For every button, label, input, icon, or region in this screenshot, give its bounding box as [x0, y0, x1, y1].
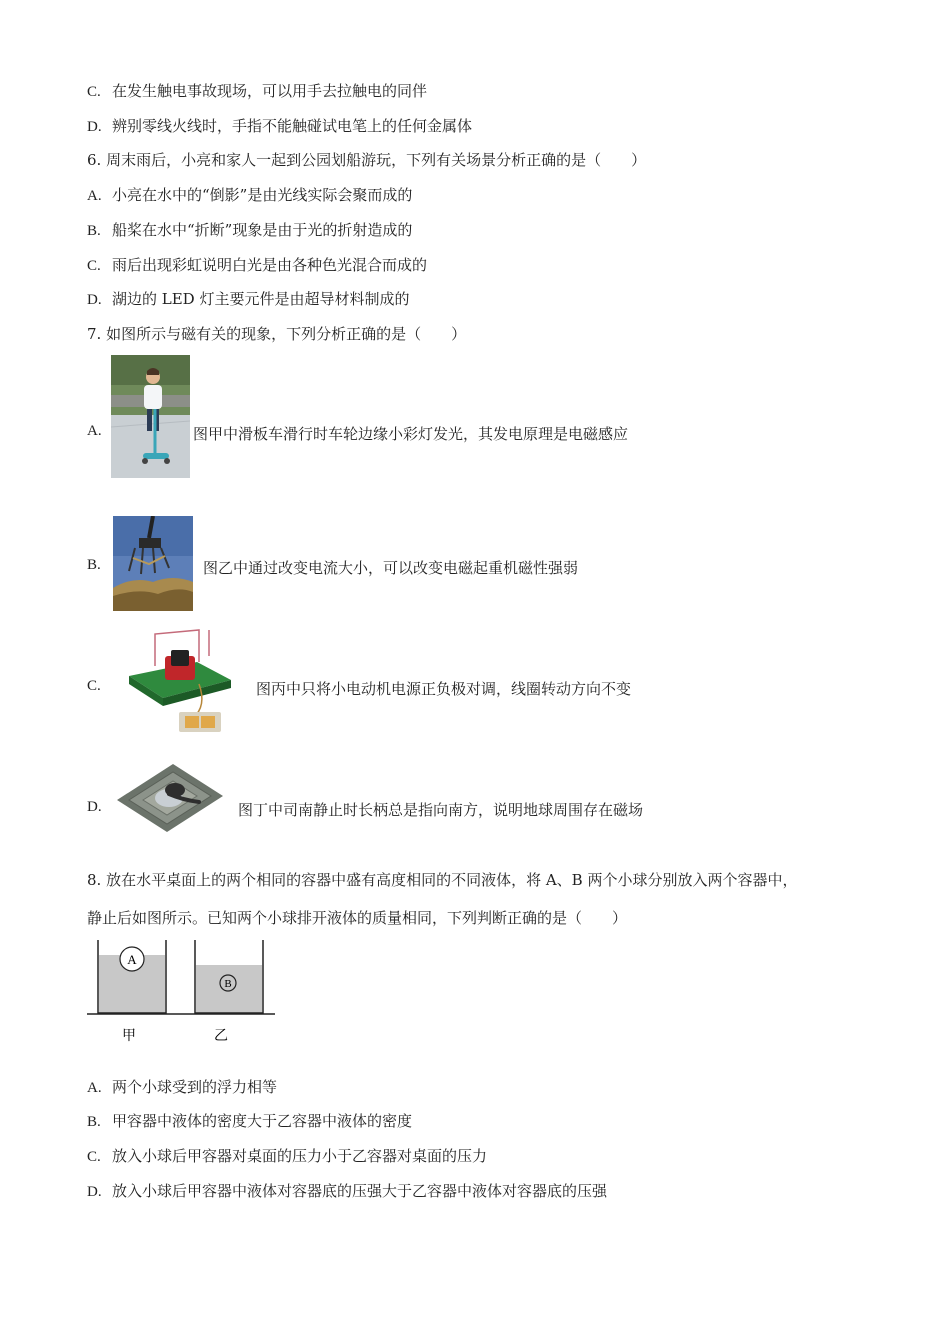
q5-option-d — [87, 116, 472, 137]
q8-option-a — [87, 1077, 277, 1098]
option-text: 图丁中司南静止时长柄总是指向南方，说明地球周围存在磁场 — [238, 801, 644, 819]
option-text: 两个小球受到的浮力相等 — [112, 1078, 278, 1096]
containers-diagram — [87, 938, 277, 1048]
option-label: C. — [87, 1149, 101, 1165]
q8-option-c — [87, 1146, 487, 1167]
q6-option-a — [87, 185, 412, 206]
option-text: 放入小球后甲容器对桌面的压力小于乙容器对桌面的压力 — [112, 1147, 488, 1165]
option-label: D. — [87, 119, 102, 135]
option-text: 图甲中滑板车滑行时车轮边缘小彩灯发光，其发电原理是电磁感应 — [193, 425, 629, 443]
sinan-compass-photo — [113, 760, 227, 836]
option-label: D. — [87, 799, 102, 815]
option-text: 辨别零线火线时，手指不能触碰试电笔上的任何金属体 — [112, 117, 473, 135]
q8-stem-line2: 静止后如图所示。已知两个小球排开液体的质量相同，下列判断正确的是（ ） — [87, 909, 628, 927]
q6-option-b — [87, 220, 412, 241]
option-text: 图乙中通过改变电流大小，可以改变电磁起重机磁性强弱 — [203, 559, 579, 577]
motor-photo — [127, 626, 257, 738]
option-label: C. — [87, 678, 101, 694]
container-label-right: 乙 — [214, 1028, 228, 1044]
q7-stem: 7. 如图所示与磁有关的现象，下列分析正确的是（ ） — [87, 325, 467, 343]
option-label: A. — [87, 423, 102, 439]
option-label: C. — [87, 84, 101, 100]
option-text: 船桨在水中“折断”现象是由于光的折射造成的 — [112, 221, 413, 239]
option-text: 在发生触电事故现场，可以用手去拉触电的同伴 — [112, 82, 428, 100]
option-text: 放入小球后甲容器中液体对容器底的压强大于乙容器中液体对容器底的压强 — [112, 1182, 608, 1200]
option-text: 湖边的 LED 灯主要元件是由超导材料制成的 — [112, 290, 410, 308]
scooter-photo — [111, 355, 190, 478]
q6-option-c — [87, 255, 427, 276]
option-text: 小亮在水中的“倒影”是由光线实际会聚而成的 — [112, 186, 413, 204]
ball-b-label: B — [224, 978, 232, 990]
q8-option-b — [87, 1111, 412, 1132]
q6-stem: 6. 周末雨后，小亮和家人一起到公园划船游玩，下列有关场景分析正确的是（ ） — [87, 151, 647, 169]
option-text: 图丙中只将小电动机电源正负极对调，线圈转动方向不变 — [256, 680, 632, 698]
option-label: A. — [87, 1080, 102, 1096]
option-label: B. — [87, 1114, 101, 1130]
container-label-left: 甲 — [122, 1028, 136, 1044]
q8-stem-line1: 8. 放在水平桌面上的两个相同的容器中盛有高度相同的不同液体，将 A、B 两个小球分别放入两个容器中， — [87, 871, 798, 889]
option-label: B. — [87, 223, 101, 239]
option-text: 甲容器中液体的密度大于乙容器中液体的密度 — [112, 1112, 413, 1130]
ball-a-label: A — [127, 952, 137, 967]
option-label: D. — [87, 292, 102, 308]
crane-photo — [113, 516, 193, 611]
option-label: B. — [87, 557, 101, 573]
option-label: D. — [87, 1184, 102, 1200]
q8-figure — [87, 938, 277, 1048]
q8-option-d — [87, 1181, 607, 1202]
q6-option-d — [87, 289, 409, 310]
option-label: C. — [87, 258, 101, 274]
option-text: 雨后出现彩虹说明白光是由各种色光混合而成的 — [112, 256, 428, 274]
q5-option-c — [87, 81, 427, 102]
option-label: A. — [87, 188, 102, 204]
